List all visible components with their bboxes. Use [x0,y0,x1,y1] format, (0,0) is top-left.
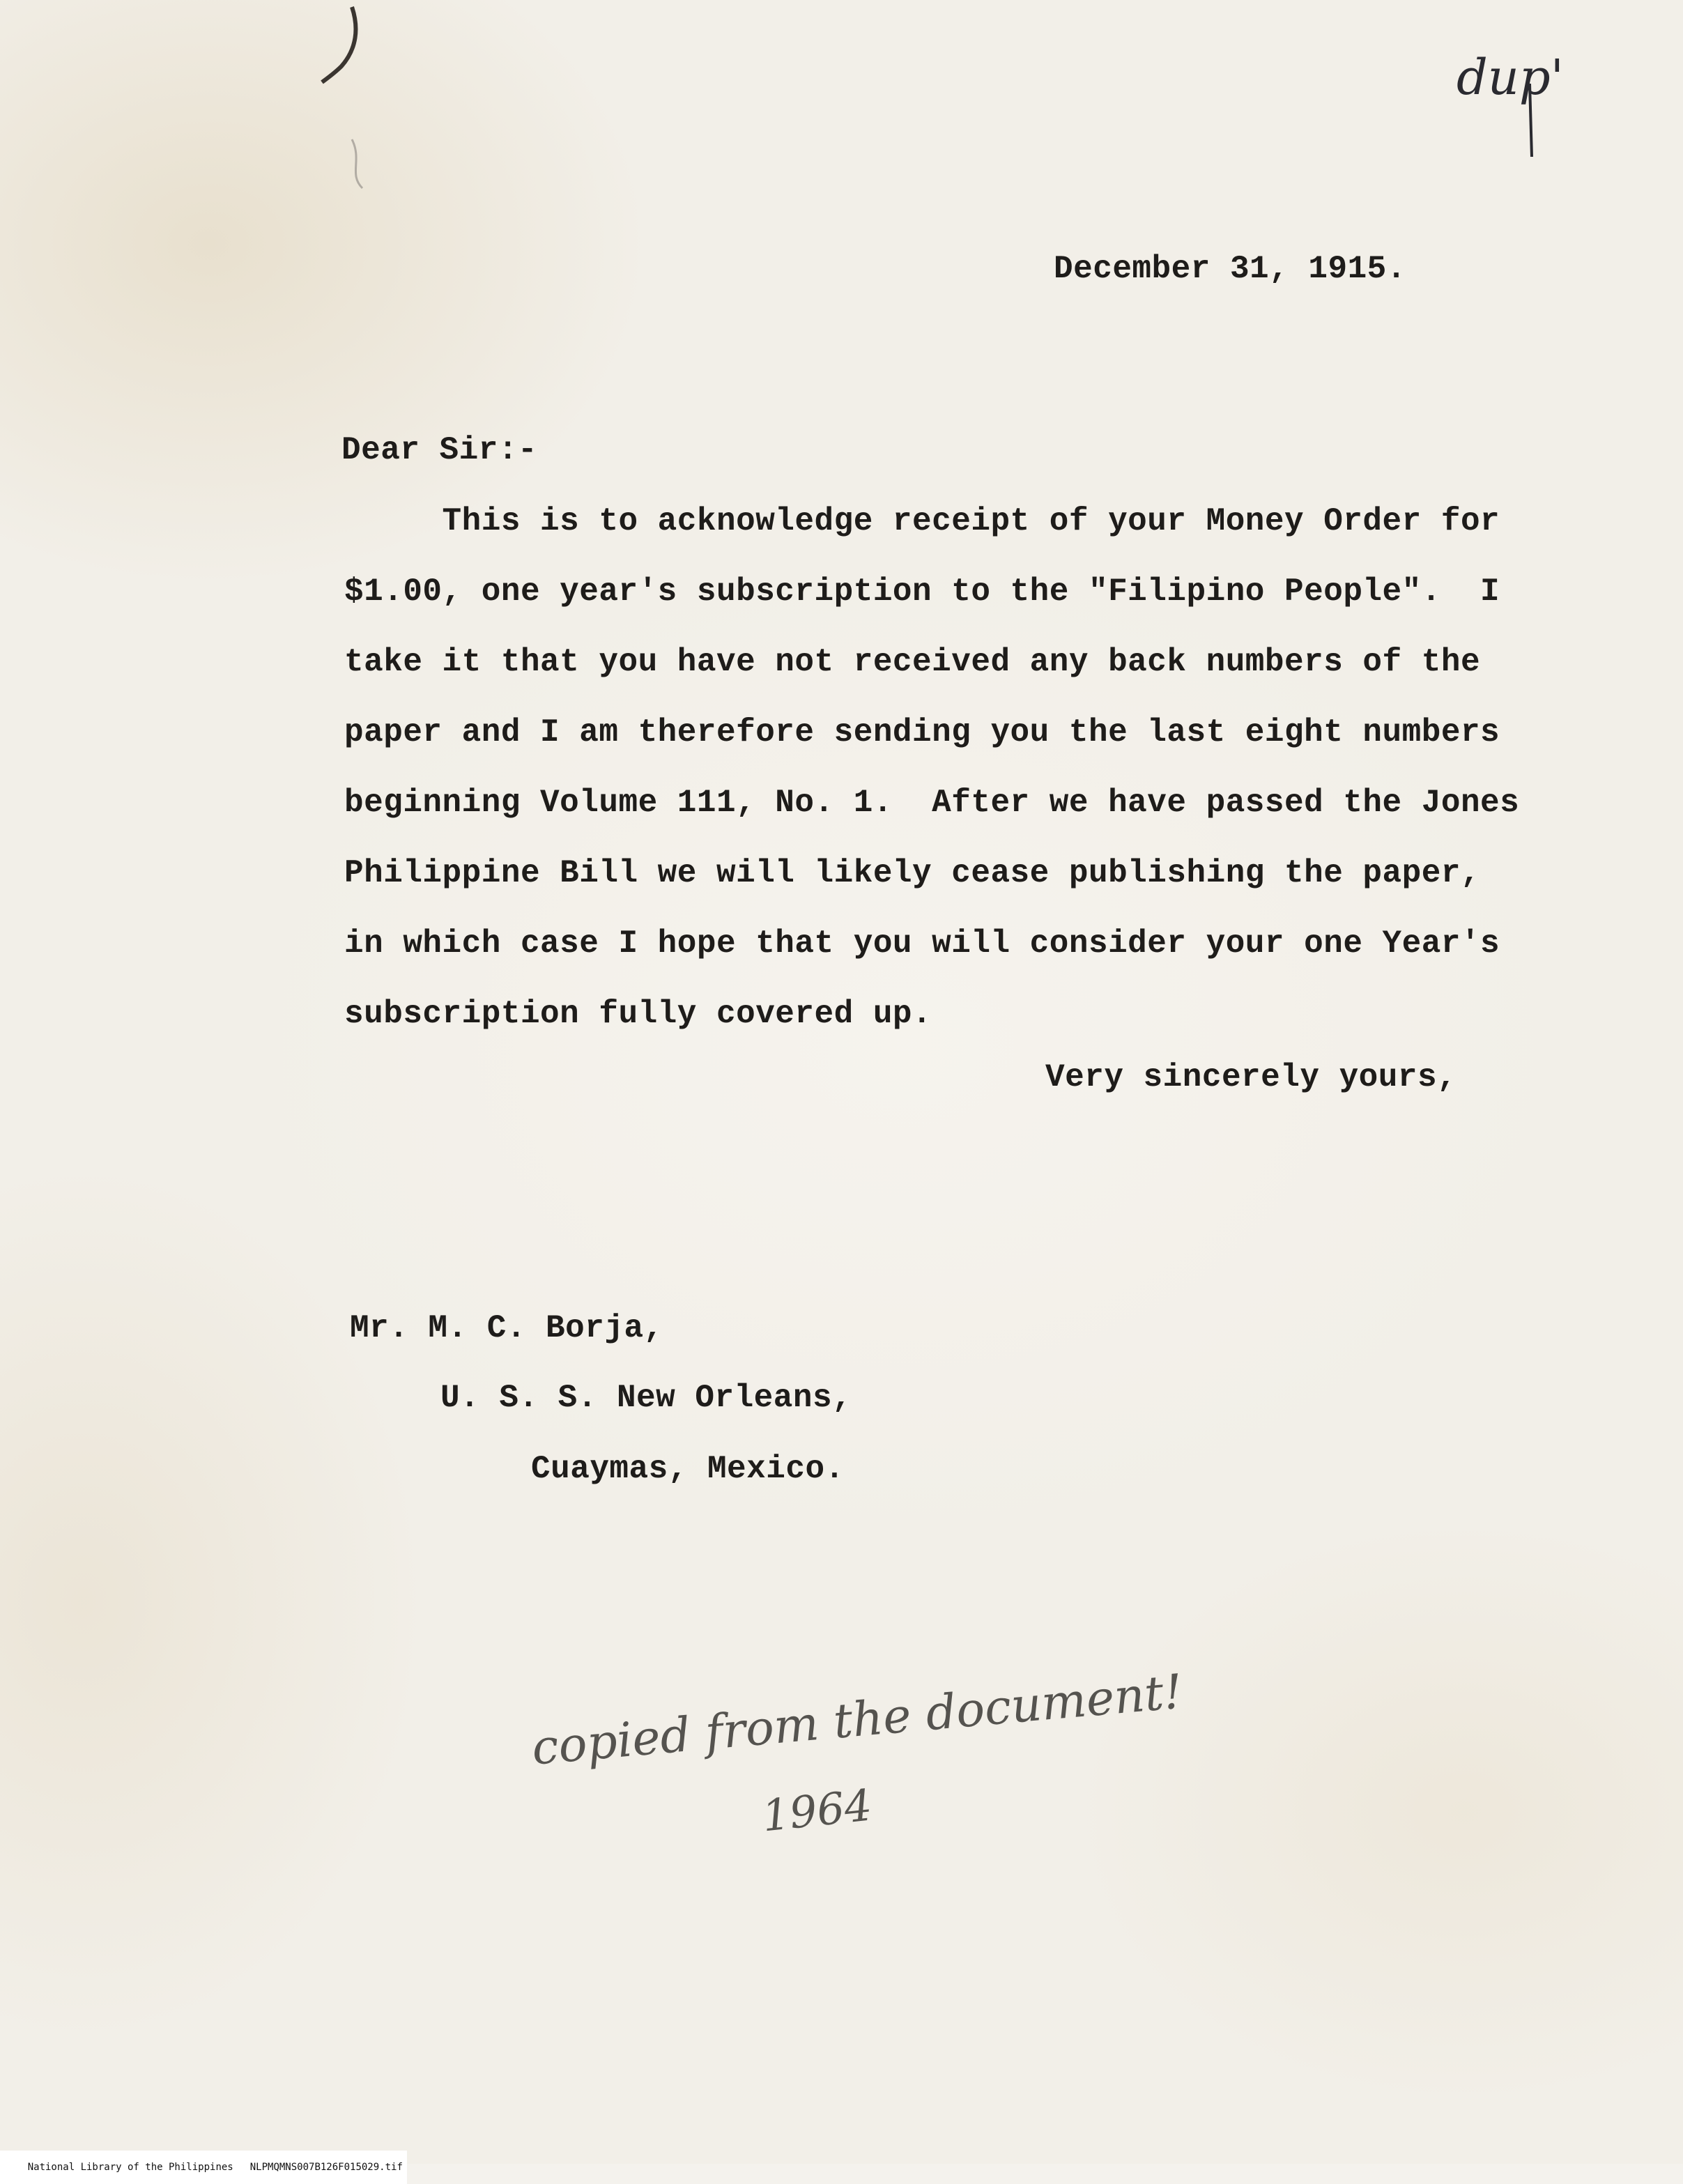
closing: Very sincerely yours, [1045,1059,1457,1095]
recipient-address-line-3: Cuaymas, Mexico. [531,1451,845,1487]
recipient-address-line-2: U. S. S. New Orleans, [440,1380,852,1416]
body-line: beginning Volume 111, No. 1. After we have passed the Jones [344,785,1520,821]
body-line: This is to acknowledge receipt of your Money Order for [344,503,1500,539]
dup-handwritten-mark: dup' [1457,49,1564,106]
body-line: subscription fully covered up. [344,996,932,1032]
pencil-mark-top-left [322,7,355,82]
body-line: in which case I hope that you will consider your one Year's [344,925,1500,962]
pencil-squiggle-top-left [352,139,362,188]
footer-library: National Library of the Philippines [27,2162,233,2173]
body-line: paper and I am therefore sending you the last eight numbers [344,714,1500,751]
letter-date: December 31, 1915. [1054,251,1406,287]
footer-filename: NLPMQMNS007B126F015029.tif [249,2162,403,2173]
recipient-name: Mr. M. C. Borja, [350,1310,663,1346]
copied-year-handwriting: 1964 [760,1779,875,1842]
body-line: Philippine Bill we will likely cease publishing the paper, [344,855,1481,891]
archive-footer [0,2151,407,2184]
copied-note-handwriting: copied from the document! [530,1664,1185,1776]
body-line: $1.00, one year's subscription to the "Filipino People". I [344,574,1500,610]
salutation: Dear Sir:- [341,432,538,468]
body-line: take it that you have not received any back numbers of the [344,644,1481,680]
